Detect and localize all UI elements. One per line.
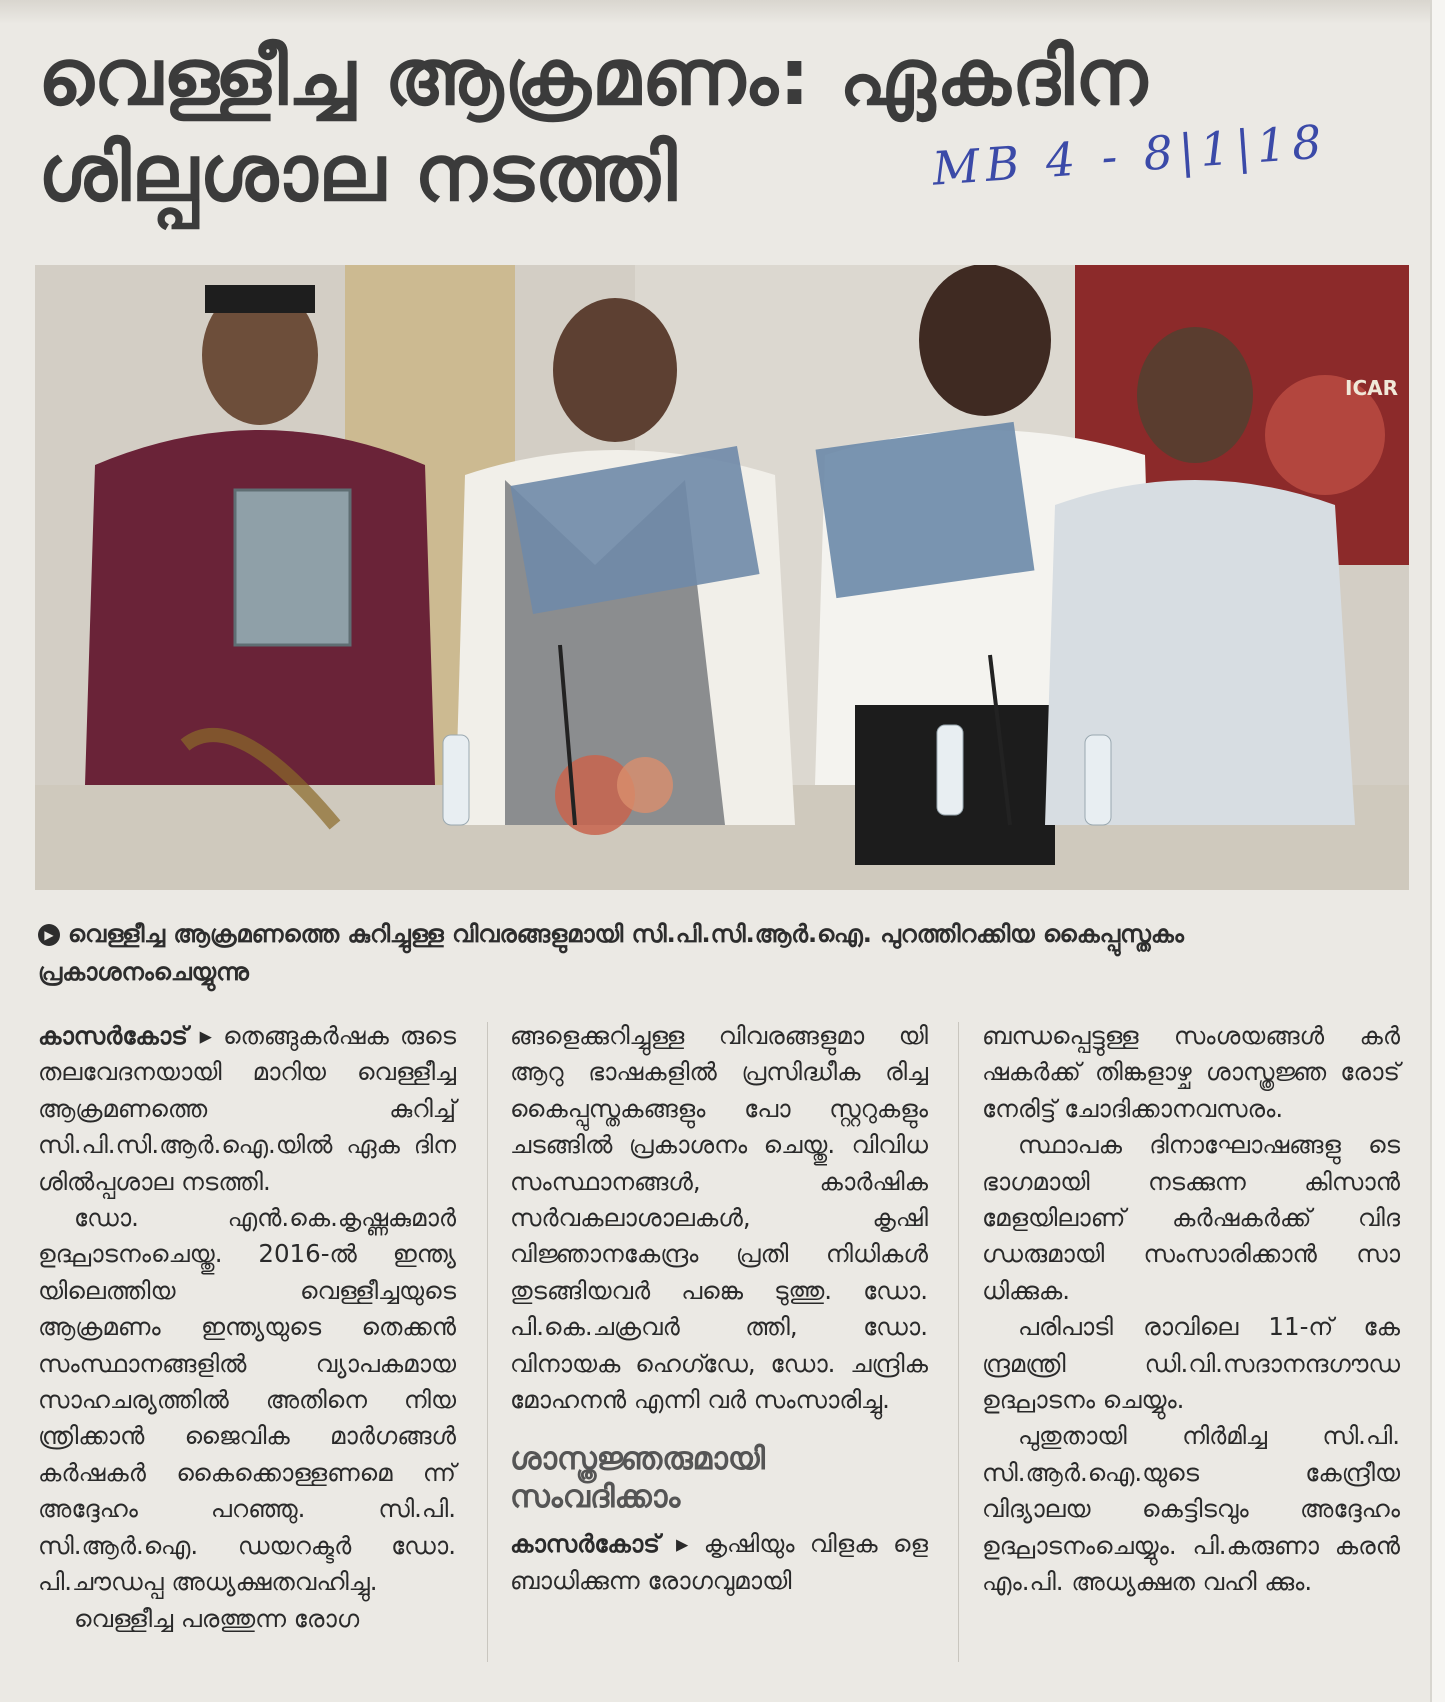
person-3-head: [919, 265, 1051, 416]
person-2-head: [553, 298, 677, 442]
water-bottle-2: [937, 725, 963, 815]
scan-edge-shadow: [0, 0, 1430, 24]
dateline: കാസർകോട് ▸: [510, 1529, 689, 1559]
paragraph-text: കൃഷിയും വിളക ളെ ബാധിക്കുന്ന രോഗവുമായി: [510, 1529, 929, 1595]
paragraph: ഡോ. എൻ.കെ.കൃഷ്ണകുമാർ ഉദ്ഘാടനംചെയ്തു. 2016-ൽ ഇന്ത്യ യിലെത്തിയ വെള്ളീച്ചയുടെ ആക്രമണം ഇന്ത്യയുടെ തെക്കൻ സംസ്ഥാനങ്ങളിൽ വ്യാപകമായ സാഹചര്യത്തിൽ അതിനെ നിയ ന്ത്രിക്കാൻ ജൈവിക മാർഗങ്ങൾ കർഷകർ കൈക്കൊള്ളണമെ ന്ന് അദ്ദേഹം പറഞ്ഞു. സി.പി. സി.ആർ.ഐ. ഡയറക്ടർ ഡോ. പി.ചൗഡപ്പ അധ്യക്ഷതവഹിച്ചു.: [38, 1203, 456, 1597]
paragraph: പരിപാടി രാവിലെ 11-ന് കേ ന്ദ്രമന്ത്രി ഡി.വി.സദാനന്ദഗൗഡ ഉദ്ഘാടനം ചെയ്യും.: [982, 1312, 1400, 1415]
paragraph: വെള്ളീച്ച പരത്തുന്ന രോഗ: [74, 1603, 360, 1633]
paragraph: [510, 1526, 928, 1599]
caption-bullet-icon: ▶: [38, 924, 60, 946]
paragraph: ബന്ധപ്പെട്ടുള്ള സംശയങ്ങൾ കർ ഷകർക്ക് തിങ്കളാഴ്ച ശാസ്ത്രജ്ഞ രോട് നേരിട്ട് ചോദിക്കാനവസരം.: [982, 1021, 1400, 1123]
paragraph: സ്ഥാപക ദിനാഘോഷങ്ങളു ടെ ഭാഗമായി നടക്കുന്ന കിസാൻ മേളയിലാണ് കർഷകർക്ക് വിദ ഗ്ധരുമായി സംസാരിക്കാൻ സാ ധിക്കുക.: [982, 1130, 1400, 1305]
dateline: കാസർകോട് ▸: [38, 1021, 212, 1050]
column-rule-2: [958, 1022, 959, 1662]
page-edge: [1430, 0, 1445, 1702]
water-bottle-3: [1085, 735, 1111, 825]
headline: വെള്ളീച്ച ആക്രമണം: ഏകദിന ശില്പശാല നടത്തി: [38, 33, 1149, 219]
paragraph-text: തെങ്ങുകർഷക രുടെ തലവേദനയായി മാറിയ വെള്ളീച്ച ആക്രമണത്തെ കുറിച്ച് സി.പി.സി.ആർ.ഐ.യിൽ ഏക ദിന ശിൽപ്പശാല നടത്തി.: [38, 1021, 456, 1196]
banner-text: ICAR: [1345, 376, 1398, 400]
column-rule-1: [487, 1022, 488, 1662]
subheading: ശാസ്ത്രജ്ഞരുമായി സംവദിക്കാം: [510, 1441, 766, 1516]
photo-caption: [38, 915, 1398, 991]
paragraph: [38, 1018, 456, 1200]
caption-text: വെള്ളീച്ച ആക്രമണത്തെ കുറിച്ചുള്ള വിവരങ്ങളുമായി സി.പി.സി.ആർ.ഐ. പുറത്തിറക്കിയ കൈപ്പുസ്തകം പ്രകാശനംചെയ്യുന്നു: [38, 920, 1184, 986]
handwritten-date-note: MB 4 - 8|1|18: [930, 114, 1330, 196]
booklet-1: [235, 490, 350, 645]
article-column-1: [38, 1018, 456, 1637]
person-4-head: [1137, 327, 1253, 463]
article-column-3: [982, 1018, 1400, 1601]
paragraph: പുതുതായി നിർമിച്ച സി.പി. സി.ആർ.ഐ.യുടെ കേന്ദ്രീയ വിദ്യാലയ കെട്ടിടവും അദ്ദേഹം ഉദ്ഘാടനംചെയ്യും. പി.കരുണാ കരൻ എം.പി. അധ്യക്ഷത വഹി ക്കും.: [982, 1421, 1400, 1597]
article-column-2: [510, 1018, 928, 1599]
booklet-3: [816, 422, 1035, 598]
photo-illustration: [35, 265, 1409, 890]
paragraph: ങ്ങളെക്കുറിച്ചുള്ള വിവരങ്ങളുമാ യി ആറു ഭാഷകളിൽ പ്രസിദ്ധീക രിച്ച കൈപ്പുസ്തകങ്ങളും പോ സ്റ്ററുകളും ചടങ്ങിൽ പ്രകാശനം ചെയ്തു. വിവിധ സംസ്ഥാനങ്ങൾ, കാർഷിക സർവകലാശാലകൾ, കൃഷി വിജ്ഞാനകേന്ദ്രം പ്രതി നിധികൾ തുടങ്ങിയവർ പങ്കെ ടുത്തു. ഡോ. പി.കെ.ചക്രവർ ത്തി, ഡോ. വിനായക ഹെഗ്ഡേ, ഡോ. ചന്ദ്രിക മോഹനൻ എന്നി വർ സംസാരിച്ചു.: [510, 1021, 928, 1415]
news-photo: [35, 265, 1409, 890]
water-bottle-1: [443, 735, 469, 825]
